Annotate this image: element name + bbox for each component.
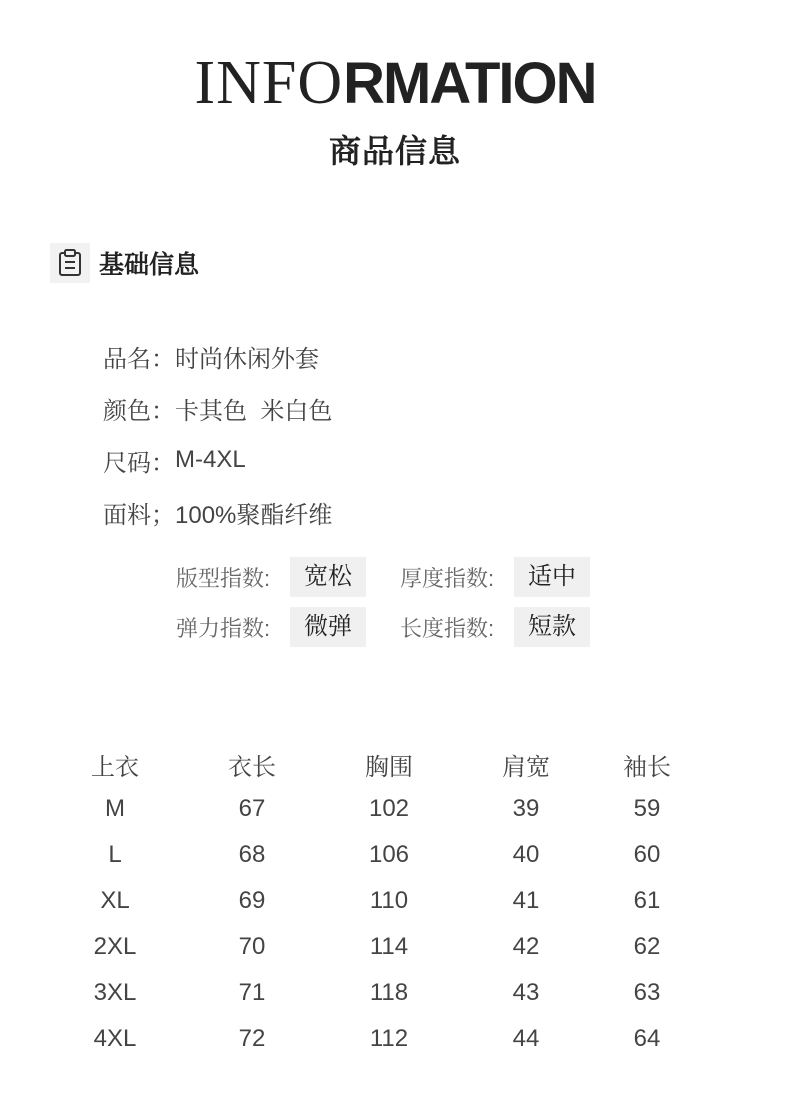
table-header-row xyxy=(55,742,691,786)
table-cell: XL xyxy=(100,887,130,914)
clipboard-icon xyxy=(50,243,90,283)
index-label: 厚度指数: xyxy=(400,565,495,591)
info-row-name xyxy=(103,330,332,382)
table-cell: 62 xyxy=(633,933,661,960)
info-value: 卡其色 米白色 xyxy=(175,397,333,425)
table-row xyxy=(55,970,691,1016)
table-row xyxy=(55,924,691,970)
table-row xyxy=(55,832,691,878)
index-item-length xyxy=(400,607,590,647)
info-label: 面料； xyxy=(103,501,175,529)
column-header: 上衣 xyxy=(91,753,139,781)
table-cell: 2XL xyxy=(93,933,137,960)
table-cell: 41 xyxy=(512,887,540,914)
index-item-fit xyxy=(176,557,366,597)
table-cell: 40 xyxy=(512,841,540,868)
fit-index-grid xyxy=(176,557,590,657)
index-value-chip: 宽松 xyxy=(290,557,366,597)
info-value: 100%聚酯纤维 xyxy=(175,501,333,529)
table-cell: 71 xyxy=(238,979,266,1006)
index-row xyxy=(176,607,590,647)
hero-subtitle: 商品信息 xyxy=(328,133,461,169)
table-cell: 106 xyxy=(368,841,410,868)
column-header: 袖长 xyxy=(623,753,671,781)
index-value-chip: 短款 xyxy=(514,607,590,647)
table-row xyxy=(55,786,691,832)
table-cell: L xyxy=(108,841,122,868)
table-cell: 59 xyxy=(633,795,661,822)
index-value-chip: 适中 xyxy=(514,557,590,597)
table-cell: 68 xyxy=(238,841,266,868)
info-row-color xyxy=(103,382,332,434)
table-cell: 118 xyxy=(369,979,409,1006)
table-cell: 39 xyxy=(512,795,540,822)
section-header xyxy=(50,243,199,283)
table-row xyxy=(55,878,691,924)
section-title: 基础信息 xyxy=(99,251,200,279)
table-cell: 44 xyxy=(512,1025,540,1052)
index-label: 弹力指数: xyxy=(176,615,271,641)
hero-title-bold: RMATION xyxy=(343,51,596,116)
info-label: 颜色： xyxy=(103,397,175,425)
table-cell: 67 xyxy=(238,795,266,822)
basic-info-list xyxy=(103,330,332,538)
table-cell: 72 xyxy=(238,1025,266,1052)
column-header: 胸围 xyxy=(365,753,413,781)
info-value: 时尚休闲外套 xyxy=(175,345,319,373)
hero-title xyxy=(0,49,790,117)
table-cell: 102 xyxy=(368,795,410,822)
info-label: 品名： xyxy=(103,345,175,373)
table-cell: 110 xyxy=(369,887,409,914)
column-header: 肩宽 xyxy=(502,753,550,781)
table-cell: M xyxy=(105,795,125,822)
info-row-size xyxy=(103,434,332,486)
table-cell: 42 xyxy=(512,933,540,960)
index-label: 长度指数: xyxy=(400,615,495,641)
table-cell: 4XL xyxy=(93,1025,137,1052)
table-cell: 61 xyxy=(633,887,661,914)
hero-header xyxy=(0,49,790,172)
info-row-fabric xyxy=(103,486,332,538)
table-cell: 70 xyxy=(238,933,266,960)
column-header: 衣长 xyxy=(228,753,276,781)
table-cell: 112 xyxy=(369,1025,409,1052)
index-item-thickness xyxy=(400,557,590,597)
index-label: 版型指数: xyxy=(176,565,271,591)
table-cell: 63 xyxy=(633,979,661,1006)
table-cell: 114 xyxy=(369,933,409,960)
table-cell: 64 xyxy=(633,1025,661,1052)
info-label: 尺码： xyxy=(103,449,175,477)
table-row xyxy=(55,1016,691,1062)
index-value-chip: 微弹 xyxy=(290,607,366,647)
table-cell: 69 xyxy=(238,887,266,914)
index-row xyxy=(176,557,590,597)
hero-title-light: INFO xyxy=(194,49,344,117)
size-table xyxy=(55,742,691,1062)
table-cell: 60 xyxy=(633,841,661,868)
table-cell: 43 xyxy=(512,979,540,1006)
info-value: M-4XL xyxy=(175,446,246,473)
index-item-elasticity xyxy=(176,607,366,647)
table-cell: 3XL xyxy=(93,979,137,1006)
